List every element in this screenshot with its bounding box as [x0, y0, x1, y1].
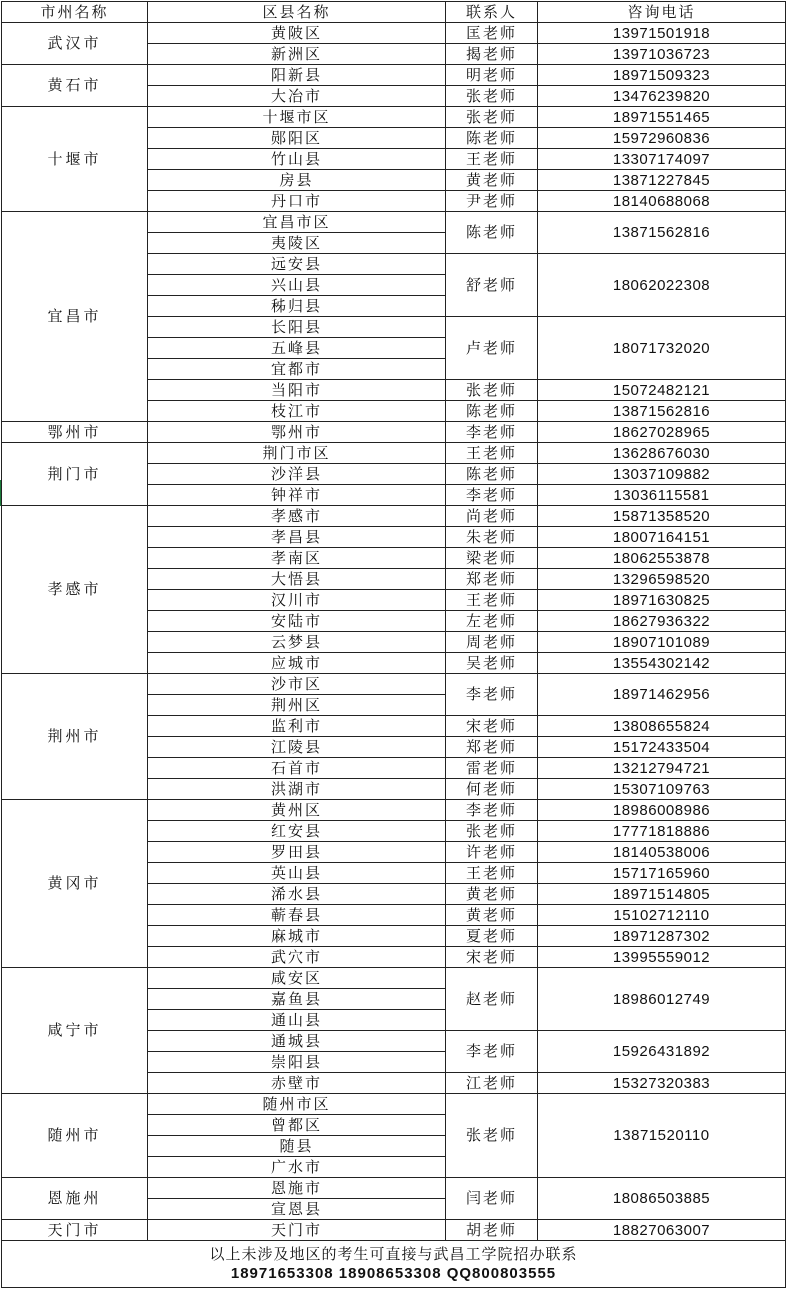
district-cell: 远安县 [148, 254, 446, 275]
phone-cell: 13212794721 [538, 758, 786, 779]
district-cell: 孝昌县 [148, 527, 446, 548]
phone-cell: 15972960836 [538, 128, 786, 149]
phone-cell: 13036115581 [538, 485, 786, 506]
district-cell: 随县 [148, 1136, 446, 1157]
contact-cell: 夏老师 [446, 926, 538, 947]
contact-cell: 张老师 [446, 107, 538, 128]
table-row [2, 1094, 786, 1115]
city-cell: 武汉市 [2, 23, 148, 65]
phone-cell: 17771818886 [538, 821, 786, 842]
city-cell: 黄冈市 [2, 800, 148, 968]
district-cell: 宜都市 [148, 359, 446, 380]
contact-cell: 李老师 [446, 1031, 538, 1073]
table-row [2, 65, 786, 86]
district-cell: 郧阳区 [148, 128, 446, 149]
phone-cell: 15871358520 [538, 506, 786, 527]
district-cell: 曾都区 [148, 1115, 446, 1136]
contact-cell: 王老师 [446, 149, 538, 170]
district-cell: 丹口市 [148, 191, 446, 212]
phone-cell: 15327320383 [538, 1073, 786, 1094]
district-cell: 新洲区 [148, 44, 446, 65]
contact-cell: 舒老师 [446, 254, 538, 317]
footer-row [2, 1241, 786, 1288]
phone-cell: 13037109882 [538, 464, 786, 485]
district-cell: 孝感市 [148, 506, 446, 527]
contact-cell: 张老师 [446, 86, 538, 107]
phone-cell: 13628676030 [538, 443, 786, 464]
district-cell: 竹山县 [148, 149, 446, 170]
contact-cell: 闫老师 [446, 1178, 538, 1220]
city-cell: 鄂州市 [2, 422, 148, 443]
phone-cell: 13307174097 [538, 149, 786, 170]
contact-cell: 陈老师 [446, 401, 538, 422]
district-cell: 鄂州市 [148, 422, 446, 443]
district-cell: 恩施市 [148, 1178, 446, 1199]
table-row [2, 674, 786, 695]
contact-cell: 李老师 [446, 422, 538, 443]
contact-cell: 王老师 [446, 443, 538, 464]
phone-cell: 18971630825 [538, 590, 786, 611]
district-cell: 嘉鱼县 [148, 989, 446, 1010]
phone-cell: 15717165960 [538, 863, 786, 884]
phone-cell: 15102712110 [538, 905, 786, 926]
contact-cell: 朱老师 [446, 527, 538, 548]
district-cell: 长阳县 [148, 317, 446, 338]
district-cell: 石首市 [148, 758, 446, 779]
contact-cell: 吴老师 [446, 653, 538, 674]
contact-cell: 雷老师 [446, 758, 538, 779]
phone-cell: 13871227845 [538, 170, 786, 191]
contact-cell: 郑老师 [446, 737, 538, 758]
phone-cell: 18971287302 [538, 926, 786, 947]
phone-cell: 13871562816 [538, 401, 786, 422]
table-row [2, 23, 786, 44]
contact-cell: 匡老师 [446, 23, 538, 44]
district-cell: 黄州区 [148, 800, 446, 821]
phone-cell: 18827063007 [538, 1220, 786, 1241]
header-contact: 联系人 [446, 2, 538, 23]
district-cell: 洪湖市 [148, 779, 446, 800]
city-cell: 天门市 [2, 1220, 148, 1241]
district-cell: 宜昌市区 [148, 212, 446, 233]
phone-cell: 18986012749 [538, 968, 786, 1031]
phone-cell: 18062022308 [538, 254, 786, 317]
district-cell: 武穴市 [148, 947, 446, 968]
table-row [2, 1220, 786, 1241]
footer-note [2, 1241, 786, 1288]
contact-cell: 何老师 [446, 779, 538, 800]
district-cell: 天门市 [148, 1220, 446, 1241]
phone-cell: 18971509323 [538, 65, 786, 86]
contact-cell: 陈老师 [446, 212, 538, 254]
city-cell: 荆门市 [2, 443, 148, 506]
district-cell: 荆州区 [148, 695, 446, 716]
contact-cell: 周老师 [446, 632, 538, 653]
district-cell: 麻城市 [148, 926, 446, 947]
table-row [2, 107, 786, 128]
header-district: 区县名称 [148, 2, 446, 23]
phone-cell: 13808655824 [538, 716, 786, 737]
table-row [2, 422, 786, 443]
district-cell: 咸安区 [148, 968, 446, 989]
header-phone: 咨询电话 [538, 2, 786, 23]
district-cell: 英山县 [148, 863, 446, 884]
table-row [2, 1178, 786, 1199]
district-cell: 五峰县 [148, 338, 446, 359]
phone-cell: 15172433504 [538, 737, 786, 758]
district-cell: 阳新县 [148, 65, 446, 86]
city-cell: 恩施州 [2, 1178, 148, 1220]
phone-cell: 18140688068 [538, 191, 786, 212]
phone-cell: 15307109763 [538, 779, 786, 800]
phone-cell: 13995559012 [538, 947, 786, 968]
footer-line-1: 以上未涉及地区的考生可直接与武昌工学院招办联系 [209, 1245, 578, 1263]
contact-cell: 李老师 [446, 800, 538, 821]
footer-line-2: 18971653308 18908653308 QQ800803555 [230, 1265, 557, 1282]
contact-cell: 李老师 [446, 674, 538, 716]
district-cell: 沙洋县 [148, 464, 446, 485]
contact-cell: 尹老师 [446, 191, 538, 212]
contact-cell: 张老师 [446, 1094, 538, 1178]
phone-cell: 13971036723 [538, 44, 786, 65]
phone-cell: 18140538006 [538, 842, 786, 863]
phone-cell: 13476239820 [538, 86, 786, 107]
phone-cell: 13296598520 [538, 569, 786, 590]
contact-table [1, 1, 786, 1288]
city-cell: 随州市 [2, 1094, 148, 1178]
contact-cell: 张老师 [446, 380, 538, 401]
district-cell: 荆门市区 [148, 443, 446, 464]
city-cell: 宜昌市 [2, 212, 148, 422]
district-cell: 兴山县 [148, 275, 446, 296]
city-cell: 黄石市 [2, 65, 148, 107]
district-cell: 崇阳县 [148, 1052, 446, 1073]
phone-cell: 18971462956 [538, 674, 786, 716]
contact-cell: 梁老师 [446, 548, 538, 569]
district-cell: 监利市 [148, 716, 446, 737]
district-cell: 红安县 [148, 821, 446, 842]
district-cell: 大悟县 [148, 569, 446, 590]
district-cell: 随州市区 [148, 1094, 446, 1115]
district-cell: 沙市区 [148, 674, 446, 695]
contact-cell: 黄老师 [446, 884, 538, 905]
contact-cell: 王老师 [446, 863, 538, 884]
header-row [2, 2, 786, 23]
phone-cell: 18086503885 [538, 1178, 786, 1220]
district-cell: 罗田县 [148, 842, 446, 863]
district-cell: 孝南区 [148, 548, 446, 569]
contact-cell: 黄老师 [446, 170, 538, 191]
phone-cell: 13871562816 [538, 212, 786, 254]
contact-cell: 陈老师 [446, 464, 538, 485]
phone-cell: 18971514805 [538, 884, 786, 905]
phone-cell: 18062553878 [538, 548, 786, 569]
contact-cell: 卢老师 [446, 317, 538, 380]
city-cell: 咸宁市 [2, 968, 148, 1094]
district-cell: 浠水县 [148, 884, 446, 905]
district-cell: 大冶市 [148, 86, 446, 107]
phone-cell: 18627028965 [538, 422, 786, 443]
district-cell: 通山县 [148, 1010, 446, 1031]
table-row [2, 800, 786, 821]
contact-cell: 张老师 [446, 821, 538, 842]
district-cell: 黄陂区 [148, 23, 446, 44]
phone-cell: 18627936322 [538, 611, 786, 632]
table-row [2, 212, 786, 233]
contact-cell: 赵老师 [446, 968, 538, 1031]
city-cell: 孝感市 [2, 506, 148, 674]
district-cell: 钟祥市 [148, 485, 446, 506]
table-row [2, 506, 786, 527]
phone-cell: 13554302142 [538, 653, 786, 674]
district-cell: 汉川市 [148, 590, 446, 611]
contact-cell: 黄老师 [446, 905, 538, 926]
phone-cell: 15926431892 [538, 1031, 786, 1073]
district-cell: 宣恩县 [148, 1199, 446, 1220]
phone-cell: 18971551465 [538, 107, 786, 128]
contact-cell: 郑老师 [446, 569, 538, 590]
contact-cell: 许老师 [446, 842, 538, 863]
contact-cell: 宋老师 [446, 716, 538, 737]
district-cell: 应城市 [148, 653, 446, 674]
district-cell: 夷陵区 [148, 233, 446, 254]
district-cell: 安陆市 [148, 611, 446, 632]
contact-cell: 尚老师 [446, 506, 538, 527]
phone-cell: 18907101089 [538, 632, 786, 653]
table-row [2, 968, 786, 989]
phone-cell: 18071732020 [538, 317, 786, 380]
table-body [2, 23, 786, 1241]
contact-cell: 左老师 [446, 611, 538, 632]
contact-cell: 李老师 [446, 485, 538, 506]
contact-cell: 胡老师 [446, 1220, 538, 1241]
table-row [2, 443, 786, 464]
phone-cell: 13971501918 [538, 23, 786, 44]
phone-cell: 18007164151 [538, 527, 786, 548]
district-cell: 云梦县 [148, 632, 446, 653]
district-cell: 房县 [148, 170, 446, 191]
district-cell: 十堰市区 [148, 107, 446, 128]
district-cell: 枝江市 [148, 401, 446, 422]
phone-cell: 13871520110 [538, 1094, 786, 1178]
contact-cell: 陈老师 [446, 128, 538, 149]
district-cell: 通城县 [148, 1031, 446, 1052]
city-cell: 十堰市 [2, 107, 148, 212]
header-city: 市州名称 [2, 2, 148, 23]
district-cell: 蕲春县 [148, 905, 446, 926]
district-cell: 赤壁市 [148, 1073, 446, 1094]
district-cell: 江陵县 [148, 737, 446, 758]
contact-cell: 宋老师 [446, 947, 538, 968]
district-cell: 秭归县 [148, 296, 446, 317]
city-cell: 荆州市 [2, 674, 148, 800]
contact-cell: 明老师 [446, 65, 538, 86]
phone-cell: 15072482121 [538, 380, 786, 401]
contact-cell: 江老师 [446, 1073, 538, 1094]
contact-cell: 揭老师 [446, 44, 538, 65]
district-cell: 广水市 [148, 1157, 446, 1178]
contact-cell: 王老师 [446, 590, 538, 611]
district-cell: 当阳市 [148, 380, 446, 401]
phone-cell: 18986008986 [538, 800, 786, 821]
